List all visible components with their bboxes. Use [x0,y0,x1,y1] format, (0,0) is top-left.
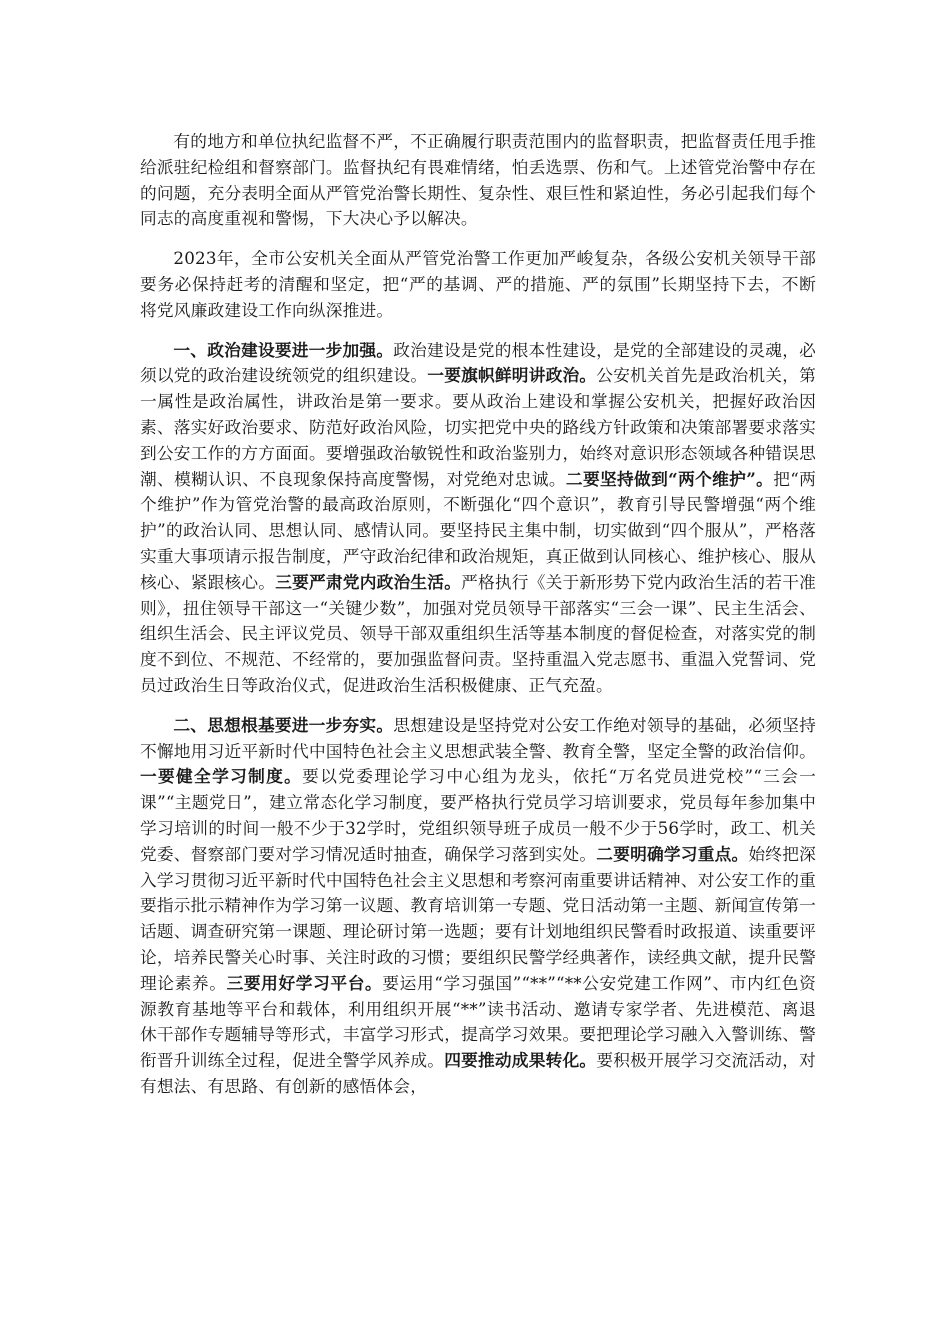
paragraph [140,246,816,323]
bold-heading-text: 一、政治建设要进一步加强。 [173,339,394,360]
body-text: 要以党委理论学习中心组为龙头，依托“万名党员进党校”“三会一课”“主题党日”，建立常态化学习制度，要严格执行党员学习培训要求，党员每年参加集中学习培训的时间一般不少于32学时，党组织领导班子成员一般不少于56学时，政工、机关党委、督察部门要对学习情况适时抽查，确保学习落到实处。 [140,766,816,864]
body-text: 公安机关首先是政治机关，第一属性是政治属性，讲政治是第一要求。要从政治上建设和掌握公安机关，把握好政治因素、落实好政治要求、防范好政治风险，切实把党中央的路线方针政策和决策部署要求落实到公安工作的方方面面。要增强政治敏锐性和政治鉴别力，始终对意识形态领域各种错误思潮、模糊认识、不良现象保持高度警惕，对党绝对忠诚。 [140,365,816,489]
bold-heading-text: 二要坚持做到“两个维护”。 [565,468,774,489]
bold-heading-text: 三要用好学习平台。 [226,972,383,993]
bold-heading-text: 三要严肃党内政治生活。 [275,571,462,592]
body-text: 始终把深入学习贯彻习近平新时代中国特色社会主义思想和考察河南重要讲话精神、对公安工作的重要指示批示精神作为学习第一议题、教育培训第一专题、党日活动第一主题、新闻宣传第一话题、调查研究第一课题、理论研讨第一选题；要有计划地组织民警看时政报道、读重要评论，培养民警关心时事、关注时政的习惯；要组织民警学经典著作，读经典文献，提升民警理论素养。 [140,843,816,993]
bold-heading-text: 一要旗帜鲜明讲政治。 [427,365,597,386]
paragraph [140,713,816,1100]
body-text: 严格执行《关于新形势下党内政治生活的若干准则》，扭住领导干部这一“关键少数”，加强对党员领导干部落实“三会一课”、民主生活会、组织生活会、民主评议党员、领导干部双重组织生活等基本制度的督促检查，对落实党的制度不到位、不规范、不经常的，要加强监督问责。坚持重温入党志愿书、重温入党誓词、党员过政治生日等政治仪式，促进政治生活积极健康、正气充盈。 [140,571,816,695]
body-text: 政治建设是党的根本性建设，是党的全部建设的灵魂，必须以党的政治建设统领党的组织建设。 [140,339,816,386]
bold-heading-text: 二要明确学习重点。 [596,843,749,864]
bold-heading-text: 一要健全学习制度。 [140,766,303,787]
paragraph [140,129,816,232]
paragraph [140,338,816,699]
body-text: 2023年，全市公安机关全面从严管党治警工作更加严峻复杂，各级公安机关领导干部要务必保持赶考的清醒和坚定，把“严的基调、严的措施、严的氛围”长期坚持下去，不断将党风廉政建设工作向纵深推进。 [140,248,816,320]
body-text: 思想建设是坚持党对公安工作绝对领导的基础，必须坚持不懈地用习近平新时代中国特色社会主义思想武装全警、教育全警，坚定全警的政治信仰。 [140,714,816,761]
document-body [140,129,816,1114]
bold-heading-text: 四要推动成果转化。 [444,1050,597,1071]
body-text: 要运用“学习强国”“**”“**公安党建工作网”、市内红色资源教育基地等平台和载体，利用组织开展“**”读书活动、邀请专家学者、先进模范、离退休干部作专题辅导等形式，丰富学习形式，提高学习效果。要把理论学习融入入警训练、警衔晋升训练全过程，促进全警学风养成。 [140,972,817,1071]
bold-heading-text: 二、思想根基要进一步夯实。 [173,714,394,735]
body-text: 把“两个维护”作为管党治警的最高政治原则，不断强化“四个意识”，教育引导民警增强“两个维护”的政治认同、思想认同、感情认同。要坚持民主集中制，切实做到“四个服从”，严格落实重大事项请示报告制度，严守政治纪律和政治规矩，真正做到认同核心、维护核心、服从核心、紧跟核心。 [140,468,817,592]
body-text: 有的地方和单位执纪监督不严，不正确履行职责范围内的监督职责，把监督责任甩手推给派驻纪检组和督察部门。监督执纪有畏难情绪，怕丢选票、伤和气。上述管党治警中存在的问题，充分表明全面从严管党治警长期性、复杂性、艰巨性和紧迫性，务必引起我们每个同志的高度重视和警惕，下大决心予以解决。 [140,131,816,229]
body-text: 要积极开展学习交流活动，对有想法、有思路、有创新的感悟体会， [140,1050,816,1096]
